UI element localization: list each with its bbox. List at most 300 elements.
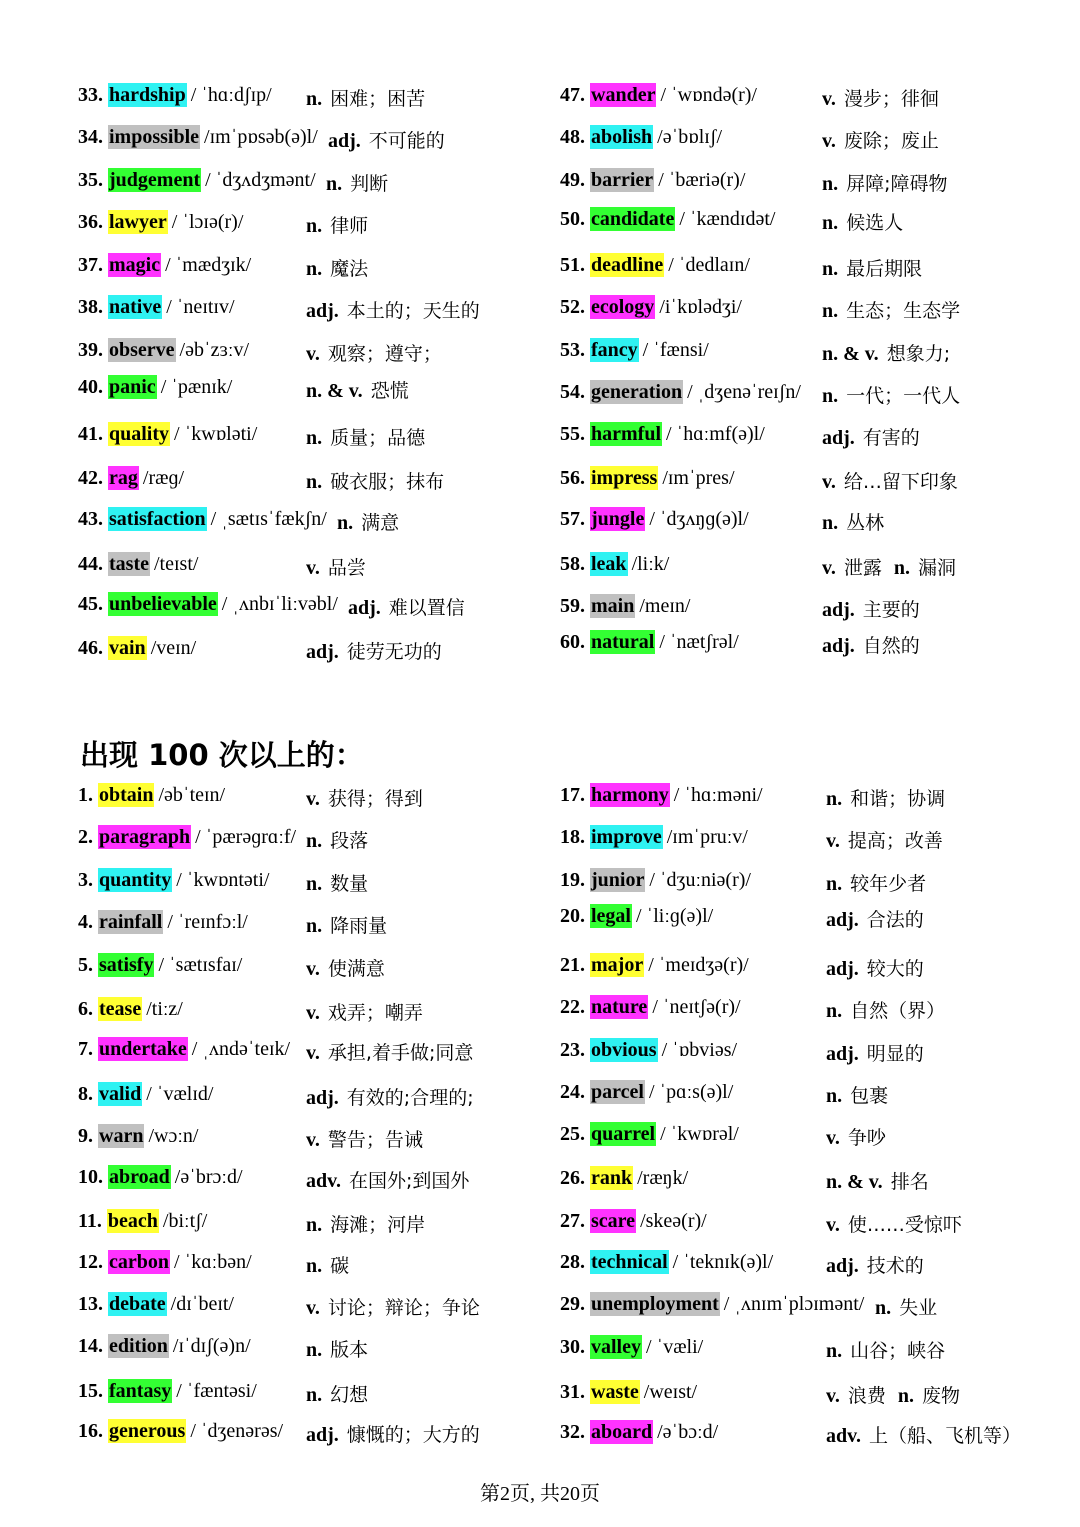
- chinese-meaning: 品尝: [327, 557, 366, 579]
- chinese-meaning: 质量；品德: [330, 427, 426, 449]
- entry-phonetic: / ˈdʒʌdʒmənt/: [205, 169, 316, 191]
- entry-word: quality: [109, 423, 170, 445]
- part-of-speech: n.: [826, 1340, 843, 1362]
- entry-phonetic: / ˈliːɡ(ə)l/: [636, 905, 714, 927]
- chinese-meaning: 戏弄；嘲弄: [327, 1002, 423, 1024]
- chinese-meaning: 有害的: [862, 427, 920, 449]
- part-of-speech: v.: [306, 343, 320, 365]
- vocab-entry: [560, 1210, 1030, 1240]
- entry-definition: [826, 954, 924, 981]
- entry-number: 27.: [560, 1210, 590, 1232]
- vocab-entry: [560, 208, 1030, 238]
- entry-definition: [306, 423, 425, 450]
- vocab-entry: [78, 296, 548, 326]
- entry-word: fancy: [591, 339, 638, 361]
- entry-definition: [826, 1381, 960, 1408]
- entry-word: fantasy: [109, 1380, 172, 1402]
- part-of-speech: n. & v.: [306, 380, 363, 402]
- part-of-speech-secondary: n.: [893, 557, 911, 579]
- part-of-speech: n.: [822, 385, 839, 407]
- chinese-meaning: 自然（界）: [850, 1000, 946, 1022]
- part-of-speech: v.: [826, 830, 840, 852]
- chinese-meaning: 最后期限: [846, 258, 923, 280]
- entry-definition: [306, 296, 480, 323]
- vocab-entry: [560, 954, 1030, 984]
- entry-word: parcel: [591, 1081, 644, 1103]
- part-of-speech: adv.: [306, 1170, 342, 1192]
- entry-word: paragraph: [99, 826, 191, 848]
- entry-phonetic: / ˈwɒndə(r)/: [660, 84, 757, 106]
- entry-phonetic: / ˈdʒʌŋɡ(ə)l/: [649, 508, 749, 530]
- entry-word: aboard: [591, 1421, 653, 1443]
- vocab-entry: [560, 254, 1030, 284]
- entry-phonetic: /skeə(r)/: [640, 1210, 707, 1232]
- entry-number: 28.: [560, 1251, 590, 1273]
- entry-number: 44.: [78, 553, 108, 575]
- entry-number: 23.: [560, 1039, 590, 1061]
- vocab-entry: [78, 1293, 548, 1323]
- entry-word: generation: [591, 381, 683, 403]
- entry-phonetic: / ˌsætɪsˈfækʃn/: [210, 508, 327, 530]
- vocab-entry: [560, 869, 1030, 899]
- entry-phonetic: /dɪˈbeɪt/: [170, 1293, 234, 1315]
- part-of-speech: n.: [337, 512, 354, 534]
- entry-word: abroad: [109, 1166, 170, 1188]
- vocab-entry: [560, 508, 1030, 538]
- vocab-entry: [78, 1125, 548, 1155]
- vocab-entry: [78, 339, 548, 369]
- entry-word: scare: [591, 1210, 636, 1232]
- vocab-entry: [78, 1210, 548, 1240]
- entry-definition: [826, 826, 943, 853]
- entry-number: 4.: [78, 911, 98, 933]
- entry-definition: [306, 1335, 368, 1362]
- vocab-entry: [560, 1381, 1030, 1411]
- entry-word: generous: [109, 1420, 186, 1442]
- entry-word: legal: [591, 905, 631, 927]
- part-of-speech: adj.: [306, 641, 339, 663]
- part-of-speech: n.: [306, 88, 323, 110]
- part-of-speech: v.: [306, 1042, 320, 1064]
- entry-word: judgement: [109, 169, 201, 191]
- entry-number: 12.: [78, 1251, 108, 1273]
- entry-phonetic: /biːtʃ/: [162, 1210, 208, 1232]
- entry-phonetic: / ˈlɔɪə(r)/: [171, 211, 244, 233]
- entry-definition: [822, 508, 884, 535]
- part-of-speech: adj.: [826, 958, 859, 980]
- entry-phonetic: / ˈreɪnfɔːl/: [167, 911, 248, 933]
- part-of-speech: v.: [306, 1129, 320, 1151]
- vocab-entry: [78, 508, 548, 538]
- chinese-meaning: 讨论；辩论；争论: [327, 1297, 480, 1319]
- entry-word: deadline: [591, 254, 664, 276]
- entry-number: 38.: [78, 296, 108, 318]
- entry-definition: [826, 1251, 924, 1278]
- entry-number: 13.: [78, 1293, 108, 1315]
- vocab-entry: [78, 376, 548, 406]
- part-of-speech: adj.: [822, 635, 855, 657]
- chinese-meaning: 想象力;: [886, 343, 951, 365]
- vocab-entry: [78, 869, 548, 899]
- chinese-meaning: 在国外;到国外: [349, 1170, 470, 1192]
- entry-number: 24.: [560, 1081, 590, 1103]
- chinese-meaning: 浪费: [847, 1385, 886, 1407]
- entry-number: 16.: [78, 1420, 108, 1442]
- entry-definition: [826, 1336, 945, 1363]
- entry-definition: [822, 296, 960, 323]
- vocab-entry: [78, 1420, 548, 1450]
- chinese-meaning: 明显的: [866, 1043, 924, 1065]
- entry-number: 43.: [78, 508, 108, 530]
- chinese-meaning: 废除；废止: [843, 130, 939, 152]
- entry-definition: [822, 423, 920, 450]
- entry-number: 2.: [78, 826, 98, 848]
- vocab-entry: [560, 1167, 1030, 1197]
- entry-definition: [306, 211, 368, 238]
- entry-definition: [826, 1167, 929, 1194]
- entry-definition: [306, 376, 409, 403]
- vocab-entry: [78, 784, 548, 814]
- entry-number: 14.: [78, 1335, 108, 1357]
- entry-phonetic: / ˈneɪtɪv/: [166, 296, 235, 318]
- part-of-speech: n.: [822, 512, 839, 534]
- entry-phonetic: / ˈmædʒɪk/: [165, 254, 252, 276]
- entry-phonetic: / ˈdʒenərəs/: [190, 1420, 284, 1442]
- entry-definition: [826, 869, 926, 896]
- part-of-speech: v.: [822, 130, 836, 152]
- part-of-speech: n.: [306, 915, 323, 937]
- entry-word: ecology: [591, 296, 655, 318]
- entry-word: rainfall: [99, 911, 163, 933]
- chinese-meaning: 碳: [330, 1255, 350, 1277]
- vocab-entry: [78, 911, 548, 941]
- entry-word: valid: [99, 1083, 142, 1105]
- entry-number: 3.: [78, 869, 98, 891]
- entry-phonetic: / ˈvælɪd/: [146, 1083, 214, 1105]
- chinese-meaning: 候选人: [846, 212, 904, 234]
- part-of-speech: adj.: [348, 597, 381, 619]
- entry-phonetic: / ˈsætɪsfaɪ/: [158, 954, 243, 976]
- vocab-entry: [560, 381, 1030, 411]
- chinese-meaning: 律师: [330, 215, 369, 237]
- entry-number: 15.: [78, 1380, 108, 1402]
- chinese-meaning: 技术的: [866, 1255, 924, 1277]
- entry-word: impossible: [109, 126, 200, 148]
- entry-definition: [328, 126, 445, 153]
- entry-phonetic: / ˈhɑːməni/: [673, 784, 763, 806]
- vocab-entry: [78, 998, 548, 1028]
- entry-definition: [306, 869, 368, 896]
- chinese-meaning: 山谷；峡谷: [850, 1340, 946, 1362]
- entry-number: 57.: [560, 508, 590, 530]
- entry-word: barrier: [591, 169, 654, 191]
- part-of-speech: v.: [306, 1002, 320, 1024]
- entry-definition: [822, 254, 922, 281]
- entry-number: 50.: [560, 208, 590, 230]
- vocab-entry: [560, 905, 1030, 935]
- entry-definition: [826, 905, 924, 932]
- entry-definition: [875, 1293, 937, 1320]
- entry-phonetic: /əˈbrɔːd/: [174, 1166, 243, 1188]
- entry-number: 6.: [78, 998, 98, 1020]
- entry-number: 21.: [560, 954, 590, 976]
- entry-word: improve: [591, 826, 662, 848]
- chinese-meaning: 有效的;合理的;: [346, 1087, 474, 1109]
- chinese-meaning-secondary: 漏洞: [918, 557, 957, 579]
- entry-phonetic: / ˈpænɪk/: [160, 376, 233, 398]
- part-of-speech: n.: [306, 1255, 323, 1277]
- vocab-entry: [560, 631, 1030, 661]
- chinese-meaning: 屏障;障碍物: [846, 173, 948, 195]
- chinese-meaning: 数量: [330, 873, 369, 895]
- chinese-meaning: 泄露: [843, 557, 882, 579]
- entry-phonetic: / ˈteknɪk(ə)l/: [672, 1251, 774, 1273]
- vocab-entry: [78, 423, 548, 453]
- entry-word: magic: [109, 254, 161, 276]
- entry-definition: [822, 169, 948, 196]
- entry-word: leak: [591, 553, 627, 575]
- part-of-speech: n.: [822, 258, 839, 280]
- part-of-speech: n.: [822, 300, 839, 322]
- entry-word: technical: [591, 1251, 668, 1273]
- entry-phonetic: /liːk/: [631, 553, 670, 575]
- entry-word: abolish: [591, 126, 653, 148]
- part-of-speech: v.: [306, 1297, 320, 1319]
- entry-word: unemployment: [591, 1293, 719, 1315]
- entry-phonetic: / ˈmeɪdʒə(r)/: [648, 954, 749, 976]
- entry-phonetic: / ˌʌnɪmˈplɔɪmənt/: [723, 1293, 865, 1315]
- entry-number: 18.: [560, 826, 590, 848]
- vocab-entry: [78, 1251, 548, 1281]
- part-of-speech: adj.: [826, 1255, 859, 1277]
- entry-word: quarrel: [591, 1123, 656, 1145]
- part-of-speech: v.: [826, 1385, 840, 1407]
- entry-word: vain: [109, 637, 146, 659]
- entry-number: 47.: [560, 84, 590, 106]
- entry-phonetic: / ˌdʒenəˈreɪʃn/: [687, 381, 801, 403]
- entry-definition: [306, 998, 423, 1025]
- vocab-entry: [78, 169, 548, 199]
- entry-definition: [348, 593, 465, 620]
- part-of-speech: n.: [306, 258, 323, 280]
- vocab-entry: [560, 996, 1030, 1026]
- part-of-speech: adj.: [826, 1043, 859, 1065]
- vocab-entry: [78, 211, 548, 241]
- part-of-speech: n.: [306, 427, 323, 449]
- entry-number: 25.: [560, 1123, 590, 1145]
- entry-number: 19.: [560, 869, 590, 891]
- chinese-meaning: 降雨量: [330, 915, 388, 937]
- entry-number: 58.: [560, 553, 590, 575]
- vocab-entry: [560, 423, 1030, 453]
- entry-definition: [822, 84, 939, 111]
- vocab-entry: [78, 84, 548, 114]
- chinese-meaning: 丛林: [846, 512, 885, 534]
- chinese-meaning: 慷慨的；大方的: [346, 1424, 480, 1446]
- entry-number: 37.: [78, 254, 108, 276]
- part-of-speech: v.: [822, 557, 836, 579]
- entry-phonetic: / ˈvæli/: [646, 1336, 704, 1358]
- entry-definition: [306, 826, 368, 853]
- entry-phonetic: /meɪn/: [639, 595, 691, 617]
- entry-phonetic: / ˌʌnbɪˈliːvəbl/: [221, 593, 338, 615]
- entry-word: jungle: [591, 508, 645, 530]
- chinese-meaning: 海滩；河岸: [330, 1214, 426, 1236]
- entry-definition: [306, 254, 368, 281]
- entry-definition: [826, 1081, 888, 1108]
- entry-phonetic: /ɪmˈpɒsəb(ə)l/: [204, 126, 318, 148]
- entry-phonetic: /iˈkɒlədʒi/: [659, 296, 742, 318]
- entry-number: 33.: [78, 84, 108, 106]
- entry-definition: [306, 1210, 425, 1237]
- entry-phonetic: / ˈkɑːbən/: [174, 1251, 252, 1273]
- chinese-meaning: 漫步；徘徊: [843, 88, 939, 110]
- entry-definition: [306, 1083, 474, 1110]
- entry-definition: [306, 1251, 349, 1278]
- entry-number: 54.: [560, 381, 590, 403]
- entry-word: panic: [109, 376, 156, 398]
- entry-number: 31.: [560, 1381, 590, 1403]
- chinese-meaning: 包裹: [850, 1085, 889, 1107]
- entry-number: 5.: [78, 954, 98, 976]
- entry-number: 40.: [78, 376, 108, 398]
- entry-phonetic: / ˈdʒuːniə(r)/: [649, 869, 751, 891]
- vocab-entry: [560, 1293, 1030, 1323]
- part-of-speech: v.: [306, 958, 320, 980]
- entry-definition: [822, 126, 939, 153]
- entry-number: 17.: [560, 784, 590, 806]
- chinese-meaning: 获得；得到: [327, 788, 423, 810]
- chinese-meaning: 生态；生态学: [846, 300, 961, 322]
- entry-word: observe: [109, 339, 175, 361]
- chinese-meaning: 排名: [890, 1171, 929, 1193]
- part-of-speech: n.: [306, 215, 323, 237]
- chinese-meaning: 争吵: [847, 1127, 886, 1149]
- entry-word: native: [109, 296, 162, 318]
- entry-word: impress: [591, 467, 658, 489]
- entry-phonetic: / ˈfænsi/: [642, 339, 709, 361]
- chinese-meaning: 承担,着手做;同意: [327, 1042, 474, 1064]
- entry-definition: [822, 208, 903, 235]
- part-of-speech: n.: [306, 1384, 323, 1406]
- vocab-entry: [78, 1038, 548, 1068]
- part-of-speech: n.: [306, 471, 323, 493]
- entry-definition: [306, 1166, 469, 1193]
- part-of-speech: adj.: [328, 130, 361, 152]
- chinese-meaning: 不可能的: [368, 130, 445, 152]
- entry-number: 56.: [560, 467, 590, 489]
- entry-word: major: [591, 954, 644, 976]
- entry-definition: [822, 553, 956, 580]
- entry-definition: [306, 1420, 480, 1447]
- entry-number: 9.: [78, 1125, 98, 1147]
- vocab-entry: [560, 169, 1030, 199]
- entry-definition: [826, 1039, 924, 1066]
- entry-phonetic: / ˈdedlaɪn/: [668, 254, 750, 276]
- chinese-meaning: 上（船、飞机等）: [869, 1425, 1022, 1447]
- section-heading: 出现 100 次以上的：: [80, 738, 364, 772]
- entry-definition: [306, 1380, 368, 1407]
- entry-number: 52.: [560, 296, 590, 318]
- part-of-speech: n.: [875, 1297, 892, 1319]
- chinese-meaning: 徒劳无功的: [346, 641, 442, 663]
- entry-phonetic: / ˈkwɒntəti/: [176, 869, 270, 891]
- entry-word: debate: [109, 1293, 166, 1315]
- entry-phonetic: /teɪst/: [153, 553, 199, 575]
- vocab-entry: [78, 1380, 548, 1410]
- part-of-speech: adv.: [826, 1425, 862, 1447]
- entry-phonetic: / ˈkwɒrəl/: [660, 1123, 739, 1145]
- entry-word: obvious: [591, 1039, 657, 1061]
- chinese-meaning: 使满意: [327, 958, 385, 980]
- entry-word: waste: [591, 1381, 639, 1403]
- entry-number: 30.: [560, 1336, 590, 1358]
- vocab-entry: [560, 1251, 1030, 1281]
- entry-phonetic: / ˈnætʃrəl/: [659, 631, 739, 653]
- part-of-speech: adj.: [826, 909, 859, 931]
- vocab-entry: [560, 84, 1030, 114]
- entry-number: 26.: [560, 1167, 590, 1189]
- part-of-speech: n.: [306, 1339, 323, 1361]
- part-of-speech: n. & v.: [822, 343, 879, 365]
- entry-word: obtain: [99, 784, 154, 806]
- part-of-speech: v.: [822, 88, 836, 110]
- entry-phonetic: /əˈbɒlɪʃ/: [657, 126, 723, 148]
- entry-definition: [306, 339, 442, 366]
- entry-word: candidate: [591, 208, 675, 230]
- part-of-speech: n.: [826, 1085, 843, 1107]
- entry-word: unbelievable: [109, 593, 217, 615]
- vocab-entry: [560, 126, 1030, 156]
- vocab-entry: [560, 826, 1030, 856]
- entry-number: 45.: [78, 593, 108, 615]
- entry-number: 22.: [560, 996, 590, 1018]
- chinese-meaning: 判断: [350, 173, 389, 195]
- entry-phonetic: /ɪˈdɪʃ(ə)n/: [172, 1335, 251, 1357]
- entry-phonetic: / ˈhɑːmf(ə)l/: [666, 423, 765, 445]
- vocab-entry: [78, 126, 548, 156]
- entry-phonetic: /tiːz/: [146, 998, 183, 1020]
- entry-phonetic: / ˈhɑːdʃɪp/: [190, 84, 272, 106]
- part-of-speech: n.: [826, 873, 843, 895]
- entry-definition: [306, 784, 423, 811]
- entry-phonetic: /ræɡ/: [142, 467, 185, 489]
- entry-number: 7.: [78, 1038, 98, 1060]
- chinese-meaning: 本土的；天生的: [346, 300, 480, 322]
- entry-definition: [326, 169, 388, 196]
- entry-number: 55.: [560, 423, 590, 445]
- entry-word: undertake: [99, 1038, 187, 1060]
- entry-word: taste: [109, 553, 149, 575]
- entry-number: 11.: [78, 1210, 107, 1232]
- entry-number: 59.: [560, 595, 590, 617]
- part-of-speech: adj.: [306, 1424, 339, 1446]
- entry-definition: [306, 954, 385, 981]
- vocab-entry: [560, 296, 1030, 326]
- entry-definition: [822, 467, 958, 494]
- part-of-speech: n.: [306, 1214, 323, 1236]
- entry-word: lawyer: [109, 211, 167, 233]
- entry-word: wander: [591, 84, 656, 106]
- vocab-entry: [78, 254, 548, 284]
- entry-word: natural: [591, 631, 655, 653]
- part-of-speech: v.: [826, 1214, 840, 1236]
- entry-phonetic: / ˈbæriə(r)/: [658, 169, 746, 191]
- chinese-meaning: 合法的: [866, 909, 924, 931]
- entry-definition: [822, 631, 920, 658]
- entry-number: 29.: [560, 1293, 590, 1315]
- entry-definition: [826, 1123, 886, 1150]
